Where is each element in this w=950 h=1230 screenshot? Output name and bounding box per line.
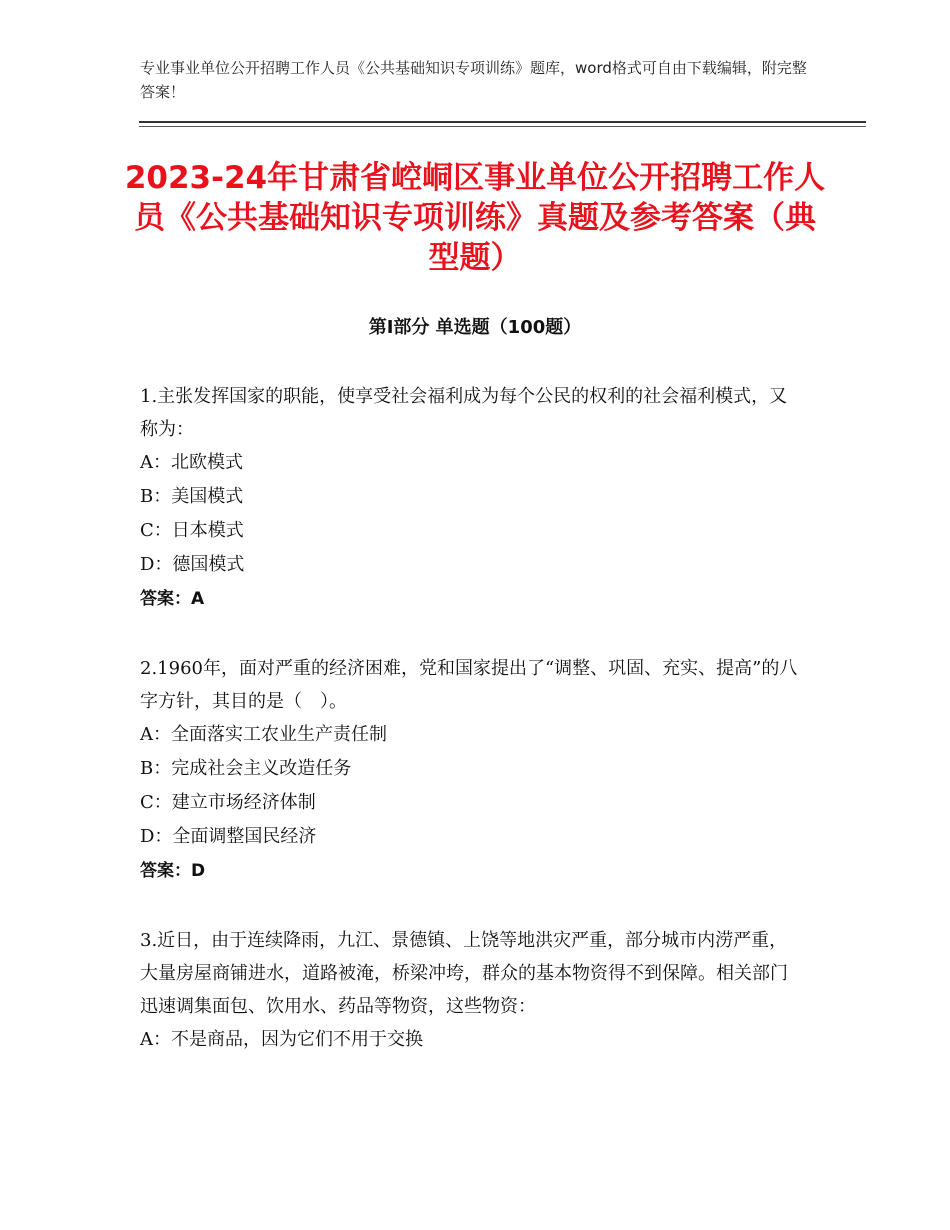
header-rule-thin xyxy=(139,126,866,127)
option-c: C：建立市场经济体制 xyxy=(140,792,316,813)
question-2 xyxy=(140,652,800,888)
option-a: A：全面落实工农业生产责任制 xyxy=(140,724,387,745)
question-text: 2.1960年，面对严重的经济困难，党和国家提出了“调整、巩固、充实、提高”的八字方针，其目的是（ ）。 xyxy=(140,658,798,712)
answer: 答案：A xyxy=(140,589,205,609)
question-1 xyxy=(140,380,800,616)
option-b: B：完成社会主义改造任务 xyxy=(140,758,352,779)
header-rule-thick xyxy=(139,121,866,123)
option-d: D：德国模式 xyxy=(140,554,245,575)
question-text: 1.主张发挥国家的职能，使享受社会福利成为每个公民的权利的社会福利模式，又称为： xyxy=(140,386,788,440)
option-a: A：不是商品，因为它们不用于交换 xyxy=(140,1029,423,1050)
answer: 答案：D xyxy=(140,861,206,881)
header-note: 专业事业单位公开招聘工作人员《公共基础知识专项训练》题库，word格式可自由下载编辑，附完整答案！ xyxy=(140,59,807,101)
option-c: C：日本模式 xyxy=(140,520,244,541)
section-heading: 第Ⅰ部分 单选题（100题） xyxy=(368,317,582,338)
question-3 xyxy=(140,924,800,1057)
document-title: 2023-24年甘肃省崆峒区事业单位公开招聘工作人员《公共基础知识专项训练》真题及参考答案（典型题） xyxy=(124,160,826,276)
option-a: A：北欧模式 xyxy=(140,452,243,473)
question-text: 3.近日，由于连续降雨，九江、景德镇、上饶等地洪灾严重，部分城市内涝严重，大量房屋商铺进水，道路被淹，桥梁冲垮，群众的基本物资得不到保障。相关部门迅速调集面包、饮用水、药品等物资，这些物资： xyxy=(140,930,788,1017)
option-d: D：全面调整国民经济 xyxy=(140,826,317,847)
option-b: B：美国模式 xyxy=(140,486,244,507)
